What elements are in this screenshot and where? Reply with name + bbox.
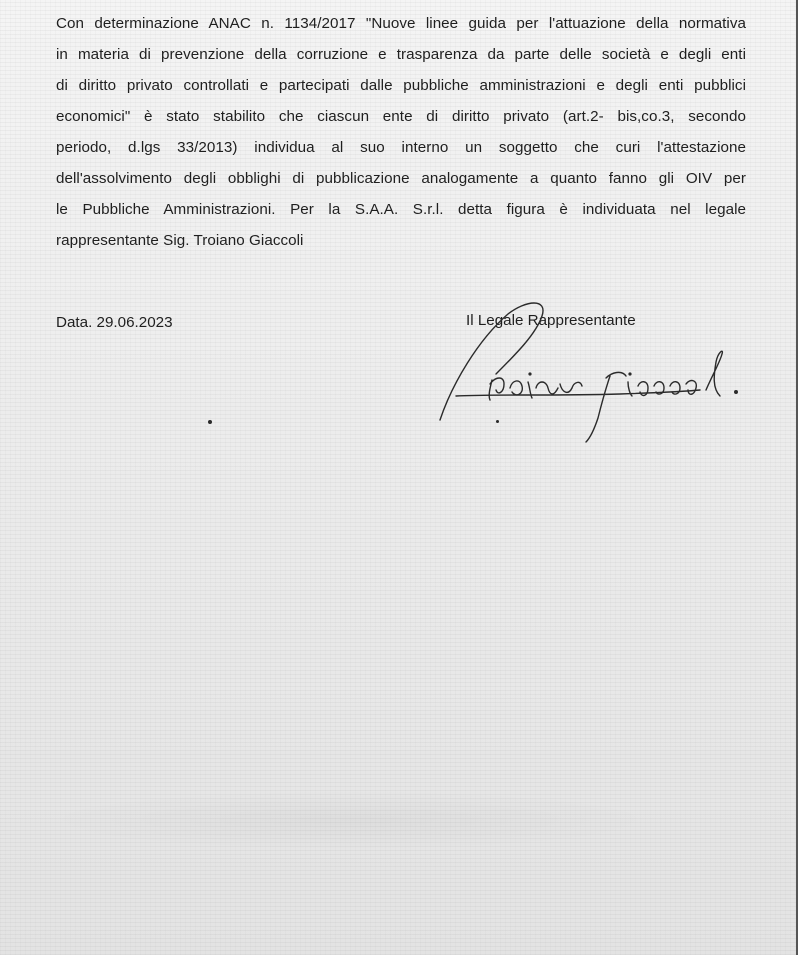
paragraph-line: Con determinazione ANAC n. 1134/2017 "Nuove linee guida per l'attuazione della normativa: [56, 15, 746, 32]
paragraph-line: in materia di prevenzione della corruzione e trasparenza da parte delle società e degli enti: [56, 46, 746, 63]
signature-caption: Il Legale Rappresentante: [466, 312, 636, 329]
paragraph-line: rappresentante Sig. Troiano Giaccoli: [56, 232, 304, 249]
paragraph-line: le Pubbliche Amministrazioni. Per la S.A.A. S.r.l. detta figura è individuata nel legale: [56, 201, 746, 218]
ink-speck: [208, 420, 212, 424]
paragraph-line: di diritto privato controllati e partecipati dalle pubbliche amministrazioni e degli enti pubblici: [56, 77, 746, 94]
body-paragraph: [56, 8, 746, 256]
document-date: Data. 29.06.2023: [56, 314, 173, 331]
scan-smudge: [40, 790, 660, 850]
paragraph-line: dell'assolvimento degli obblighi di pubblicazione analogamente a quanto fanno gli OIV per: [56, 170, 746, 187]
handwritten-signature: [430, 292, 760, 452]
paragraph-line: periodo, d.lgs 33/2013) individua al suo interno un soggetto che curi l'attestazione: [56, 139, 746, 156]
ink-speck: [496, 420, 499, 423]
paragraph-line: economici" è stato stabilito che ciascun ente di diritto privato (art.2- bis,co.3, secondo: [56, 108, 746, 125]
